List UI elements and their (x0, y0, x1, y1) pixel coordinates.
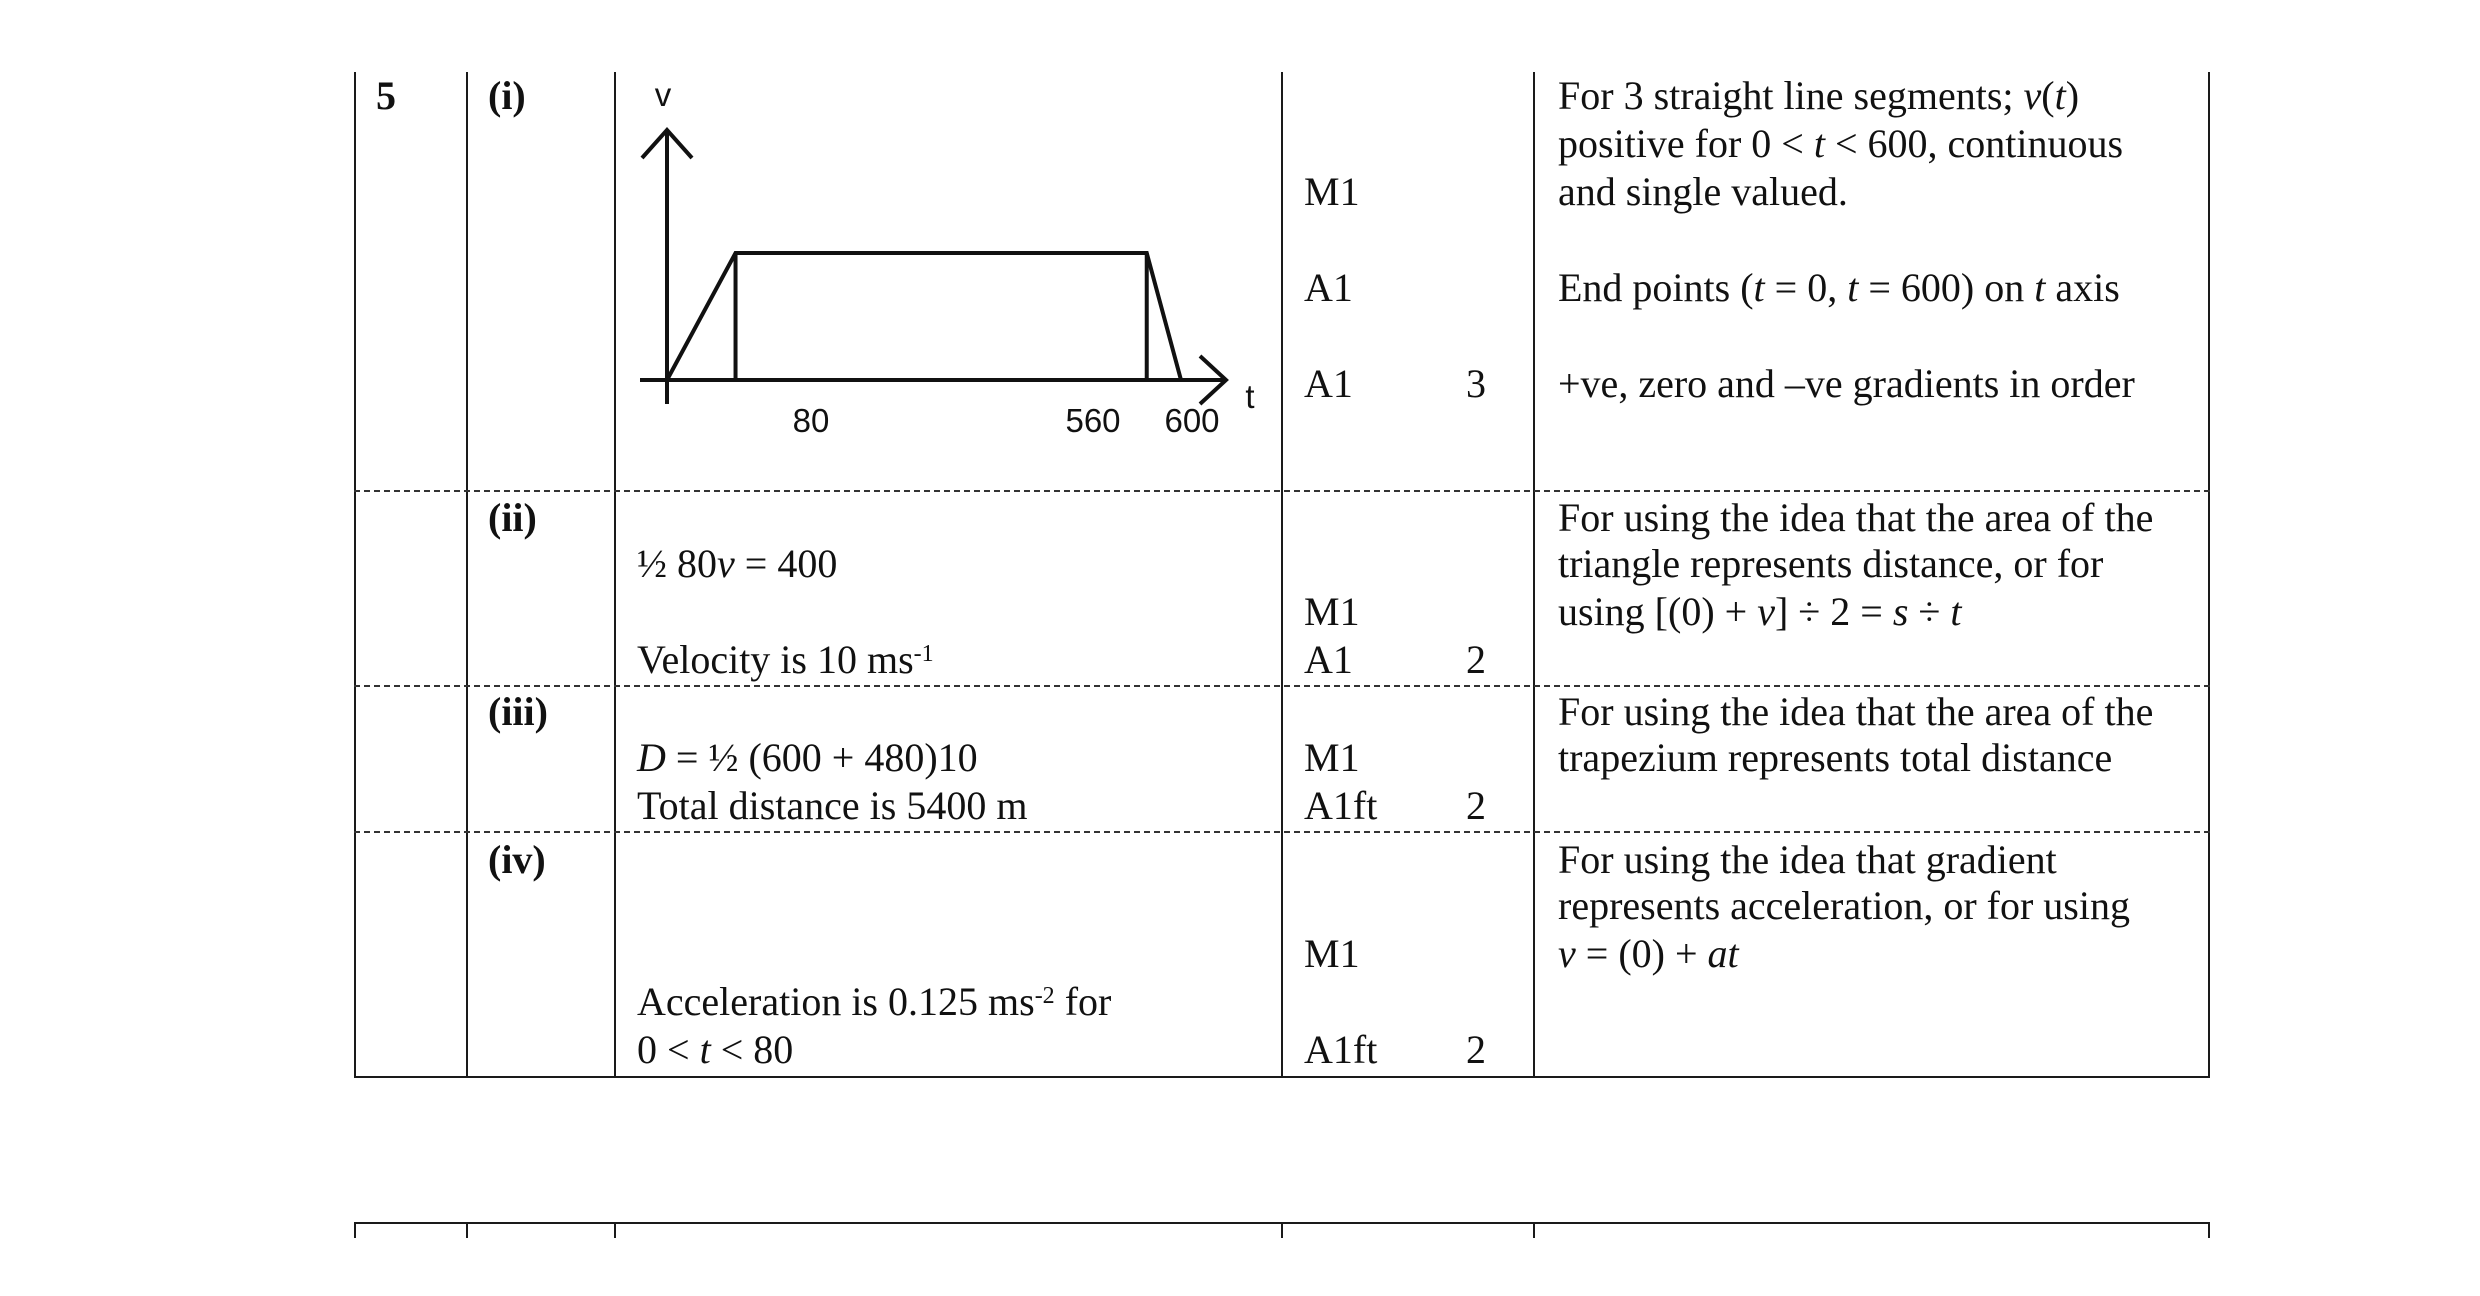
table-left-border (354, 72, 356, 1078)
guidance-i-line-4: End points (t = 0, t = 600) on t axis (1558, 265, 2120, 310)
mark-ii-1: M1 (1304, 589, 1360, 634)
answer-iv-line-1: Acceleration is 0.125 $ms^{-2}$ for (637, 979, 1112, 1024)
total-iv: 2 (1466, 1027, 1486, 1072)
guidance-iii-line-1: For using the idea that the area of the (1558, 689, 2154, 734)
guidance-ii-line-1: For using the idea that the area of the (1558, 495, 2154, 540)
guidance-i-line-5: +ve, zero and –ve gradients in order (1558, 361, 2135, 406)
answer-iii-line-2: Total distance is 5400 m (637, 783, 1028, 828)
part-label-i: (i) (488, 73, 526, 118)
col-divider-1 (466, 72, 468, 1078)
part-label-ii: (ii) (488, 495, 537, 540)
total-ii: 2 (1466, 637, 1486, 682)
guidance-ii-line-2: triangle represents distance, or for (1558, 541, 2104, 586)
answer-ii-line-1: ½ 80v = 400 (637, 541, 838, 586)
guidance-i-line-3: and single valued. (1558, 169, 1848, 214)
guidance-iv-line-3: v = (0) + at (1558, 931, 1739, 976)
part-separator-2 (354, 685, 2210, 687)
mark-iv-1: M1 (1304, 931, 1360, 976)
answer-iii-line-1: D = ½ (600 + 480)10 (637, 735, 978, 780)
next-table-tick-4 (1281, 1222, 1283, 1238)
velocity-time-graph (618, 72, 1278, 452)
next-table-tick-3 (614, 1222, 616, 1238)
next-table-tick-2 (466, 1222, 468, 1238)
part-separator-1 (354, 490, 2210, 492)
col-divider-4 (1533, 72, 1535, 1078)
table-bottom-border (354, 1076, 2210, 1078)
guidance-i-line-1: For 3 straight line segments; v(t) (1558, 73, 2080, 118)
v-axis-label: v (654, 76, 672, 113)
answer-ii-line-2: Velocity is 10 $ms^{-1}$ (637, 637, 934, 682)
mark-iv-2: A1ft (1304, 1027, 1378, 1072)
part-label-iv: (iv) (488, 837, 546, 882)
table-right-border (2208, 72, 2210, 1078)
guidance-i-line-2: positive for 0 < t < 600, continuous (1558, 121, 2124, 166)
tick-label-80: 80 (792, 402, 830, 439)
total-i: 3 (1466, 361, 1486, 406)
mark-i-1: M1 (1304, 169, 1360, 214)
total-iii: 2 (1466, 783, 1486, 828)
guidance-ii-line-3: using [(0) + v] ÷ 2 = s ÷ t (1558, 589, 1962, 634)
mark-iii-2: A1ft (1304, 783, 1378, 828)
tick-label-560: 560 (1065, 402, 1121, 439)
mark-iii-1: M1 (1304, 735, 1360, 780)
next-table-tick-5 (1533, 1222, 1535, 1238)
answer-iv-line-2: 0 < t < 80 (637, 1027, 794, 1072)
col-divider-3 (1281, 72, 1283, 1078)
col-divider-2 (614, 72, 616, 1078)
part-separator-3 (354, 831, 2210, 833)
t-axis-label: t (1245, 378, 1255, 415)
mark-i-2: A1 (1304, 265, 1353, 310)
guidance-iv-line-2: represents acceleration, or for using (1558, 883, 2130, 928)
mark-ii-2: A1 (1304, 637, 1353, 682)
guidance-iv-line-1: For using the idea that gradient (1558, 837, 2057, 882)
tick-label-600: 600 (1164, 402, 1220, 439)
mark-i-3: A1 (1304, 361, 1353, 406)
question-number: 5 (376, 73, 396, 118)
part-label-iii: (iii) (488, 689, 548, 734)
velocity-profile-line (667, 253, 1181, 380)
next-table-tick-1 (354, 1222, 356, 1238)
next-table-tick-6 (2208, 1222, 2210, 1238)
guidance-iii-line-2: trapezium represents total distance (1558, 735, 2113, 780)
